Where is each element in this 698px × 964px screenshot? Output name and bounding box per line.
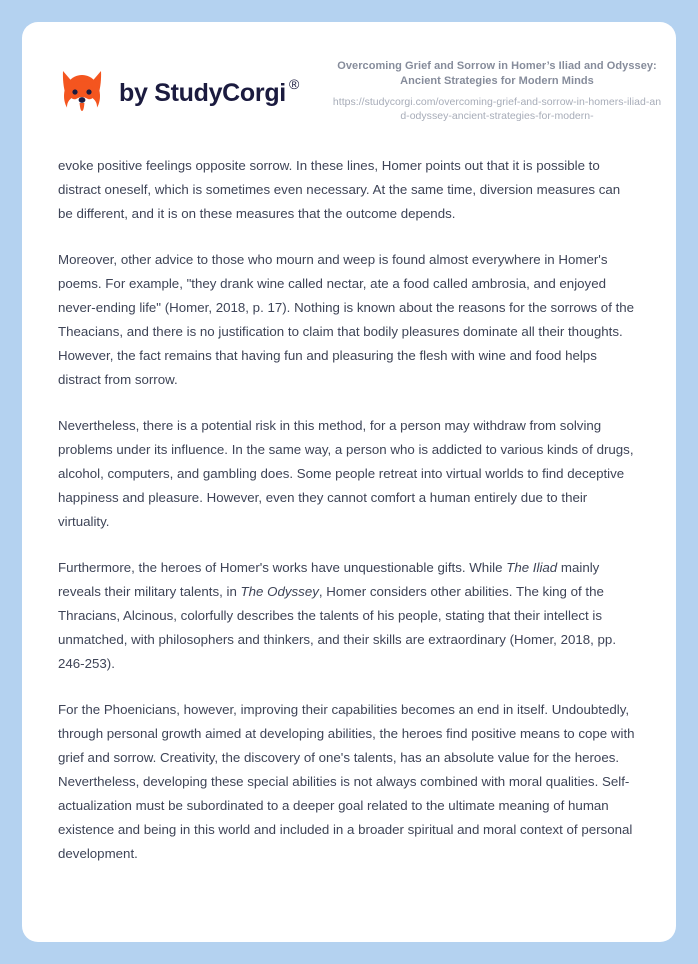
registered-trademark-icon: ® — [288, 75, 299, 92]
source-url: https://studycorgi.com/overcoming-grief-and-sorrow-in-homers-iliad-and-odyssey-ancient-strategies-for-modern- — [332, 95, 662, 122]
paragraph: Nevertheless, there is a potential risk in this method, for a person may withdraw from solving problems under its influence. In the same way, a person who is addicted to various kinds of drugs, alcohol, computers, and gambling does. Some people retreat into virtual worlds to find deceptive happiness and pleasure. However, even they cannot comfort a human entirely due to their virtuality. — [58, 418, 634, 530]
document-body — [22, 123, 676, 866]
document-meta — [332, 55, 662, 123]
brand-wordmark-text: by StudyCorgi — [119, 78, 286, 107]
paragraph: Moreover, other advice to those who mourn and weep is found almost everywhere in Homer's poems. For example, "they drank wine called nectar, ate a food called ambrosia, and enjoyed never-ending life" (Homer, 2018, p. 17). Nothing is known about the reasons for the sorrows of the Theacians, and there is no justification to claim that bodily pleasures dominate all their thoughts. However, the fact remains that having fun and pleasuring the flesh with wine and food helps distract from sorrow. — [58, 252, 635, 388]
brand-logo-group[interactable] — [58, 55, 299, 119]
document-page-card — [22, 22, 676, 942]
paragraph: For the Phoenicians, however, improving their capabilities becomes an end in itself. Undoubtedly, through personal growth aimed at developing abilities, the heroes find positive means to cope with grief and sorrow. Creativity, the discovery of one's talents, has an absolute value for the heroes. Nevertheless, developing these special abilities is not always combined with moral qualities. Self-actualization must be subordinated to a deeper goal related to the ultimate meaning of human existence and being in this world and included in a broader spiritual and moral context of personal development. — [58, 702, 635, 862]
page-title: Overcoming Grief and Sorrow in Homer’s Iliad and Odyssey: Ancient Strategies for Modern Minds — [337, 60, 657, 87]
paragraph: Furthermore, the heroes of Homer's works have unquestionable gifts. While The Iliad mainly reveals their military talents, in The Odyssey, Homer considers other abilities. The king of the Thracians, Alcinous, colorfully describes the talents of his people, stating that their intellect is unmatched, with philosophers and thinkers, and their skills are extraordinary (Homer, 2018, pp. 246-253). — [58, 560, 617, 672]
corgi-head-icon — [58, 67, 106, 119]
document-header — [22, 22, 676, 123]
brand-wordmark — [119, 75, 299, 107]
paragraph: evoke positive feelings opposite sorrow. In these lines, Homer points out that it is possible to distract oneself, which is sometimes even necessary. At the same time, diversion measures can be different, and it is on these measures that the outcome depends. — [58, 158, 621, 222]
